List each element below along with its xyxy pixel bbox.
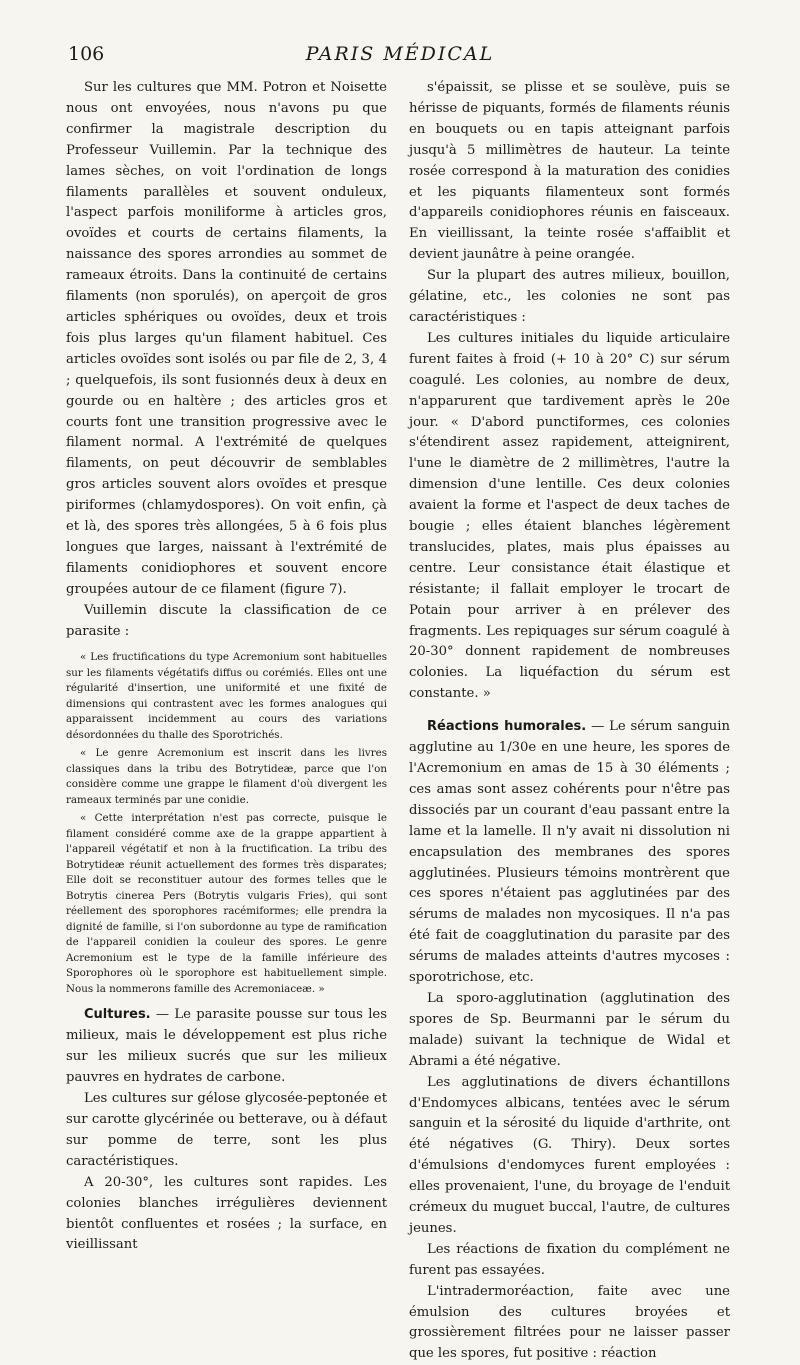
paragraph: La sporo-agglutination (agglutination des spores de Sp. Beurmanni par le sérum du malade) suivant la technique de Widal et Abrami a été négative. [409,990,730,1069]
section-heading-reactions: Réactions humorales. [427,719,587,735]
paragraph: Les agglutinations de divers échantillons d'Endomyces albicans, tentées avec le sérum sanguin et la sérosité du liquide d'arthrite, ont été négatives (G. Thiry). Deux sortes d'émulsions d'endomyces furent employées : elles provenaient, l'une, du broyage de l'enduit crémeux du muguet buccal, l'autre, de cultures jeunes. [409,1074,730,1236]
paragraph: Sur les cultures que MM. Potron et Noisette nous ont envoyées, nous n'avons pu que confirmer la magistrale description du Professeur Vuillemin. Par la technique des lames sèches, on voit l'ordination de longs filaments parallèles et souvent onduleux, l'aspect parfois moniliforme à articles gros, ovoïdes et courts de certains filaments, la naissance des spores arrondies au sommet de rameaux étroits. Dans la continuité de certains filaments (non sporulés), on aperçoit de gros articles sphériques ou ovoïdes, deux et trois fois plus larges qu'un filament habituel. Ces articles ovoïdes sont isolés ou par file de 2, 3, 4 ; quelquefois, ils sont fusionnés deux à deux en gourde ou en haltère ; des articles gros et courts font une transition progressive avec le filament normal. A l'extrémité de quelques filaments, on peut découvrir de semblables gros articles souvent alors ovoïdes et presque piriformes (chlamydospores). On voit enfin, çà et là, des spores très allongées, 5 à 6 fois plus longues que larges, naissant à l'extrémité de filaments conidiophores et souvent encore groupées autour de ce filament (figure 7). [66,80,387,597]
right-column [409,78,730,1365]
paragraph: A 20-30°, les cultures sont rapides. Les colonies blanches irrégulières deviennent bientôt confluentes et rosées ; la surface, en vieillissant [66,1174,387,1253]
paragraph: Les cultures initiales du liquide articulaire furent faites à froid (+ 10 à 20° C) sur sérum coagulé. Les colonies, au nombre de deux, n'apparurent que tardivement après le 20e jour. « D'abord punctiformes, ces colonies s'étendirent assez rapidement, atteignirent, l'une le diamètre de 2 millimètres, l'autre la dimension d'une lentille. Ces deux colonies avaient la forme et l'aspect de deux taches de bougie ; elles étaient blanches légèrement translucides, plates, mais plus épaisses au centre. Leur consistance était élastique et résistante; il fallait employer le trocart de Potain pour arriver à en prélever des fragments. Les repiquages sur sérum coagulé à 20-30° donnent rapidement de nombreuses colonies. La liquéfaction du sérum est constante. » [409,330,730,702]
paragraph [409,717,730,989]
paragraph-text: — Le parasite pousse sur tous les milieux, mais le développement est plus riche sur les milieux sucrés que sur les milieux pauvres en hydrates de carbone. [66,1007,387,1086]
paragraph: Sur la plupart des autres milieux, bouillon, gélatine, etc., les colonies ne sont pas caractéristiques : [409,268,730,325]
left-column [66,78,387,1256]
section-heading-cultures: Cultures. [84,1007,151,1023]
page-header [68,43,732,71]
quotation-block [66,650,387,997]
spacer [409,705,730,717]
paragraph: L'intradermoréaction, faite avec une émulsion des cultures broyées et grossièrement filtrées pour ne laisser passer que les spores, fut positive : réaction [409,1283,730,1362]
paragraph: s'épaissit, se plisse et se soulève, puis se hérisse de piquants, formés de filaments réunis en bouquets ou en tapis atteignant parfois jusqu'à 5 millimètres de hauteur. La teinte rosée correspond à la maturation des conidies et les piquants filamenteux sont formés d'appareils conidiophores réunis en faisceaux. En vieillissant, la teinte rosée s'affaiblit et devient jaunâtre à peine orangée. [409,80,730,263]
paragraph: Les réactions de fixation du complément ne furent pas essayées. [409,1241,730,1278]
paragraph-text: — Le sérum sanguin agglutine au 1/30e en une heure, les spores de l'Acremonium en amas de 15 à 30 éléments ; ces amas sont assez cohérents pour n'être pas dissociés par un courant d'eau passant entre la lame et la lamelle. Il n'y avait ni dissolution ni encapsulation des membranes des spores agglutinées. Plusieurs témoins montrèrent que ces spores n'étaient pas agglutinées par des sérums de malades non mycosiques. Il n'a pas été fait de coagglutination du parasite par des sérums de malades atteints d'autres mycoses : sporotrichose, etc. [409,719,730,986]
quote-paragraph: « Le genre Acremonium est inscrit dans les livres classiques dans la tribu des Botrytideæ, parce que l'on considère comme une grappe le filament d'où divergent les rameaux terminés par une conidie. [66,747,387,806]
quote-paragraph: « Les fructifications du type Acremonium sont habituelles sur les filaments végétatifs diffus ou corémiés. Elles ont une régularité d'insertion, une uniformité et une fixité de dimensions qui contrastent avec les formes analogues qui apparaissent incidemment au cours des variations désordonnées du thalle des Sporotrichés. [66,651,387,741]
paragraph [66,1005,387,1089]
quote-paragraph: « Cette interprétation n'est pas correcte, puisque le filament considéré comme axe de la grappe appartient à l'appareil végétatif et non à la fructification. La tribu des Botrytideæ réunit actuellement des formes très disparates; Elle doit se reconstituer autour des formes telles que le Botrytis cinerea Pers (Botrytis vulgaris Fries), qui sont réellement des sporophores racémiformes; elle prendra la dignité de famille, si l'on subordonne au type de ramification de l'appareil conidien la couleur des spores. Le genre Acremonium est le type de la famille inférieure des Sporophores où le sporophore est habituellement simple. Nous la nommerons famille des Acremoniaceæ. » [66,812,387,995]
journal-title: PARIS MÉDICAL [305,43,495,65]
paragraph: Les cultures sur gélose glycosée-peptonée et sur carotte glycérinée ou betterave, ou à défaut sur pomme de terre, sont les plus caractéristiques. [66,1091,387,1169]
page-number: 106 [68,43,105,65]
paragraph: Vuillemin discute la classification de ce parasite : [66,602,387,639]
